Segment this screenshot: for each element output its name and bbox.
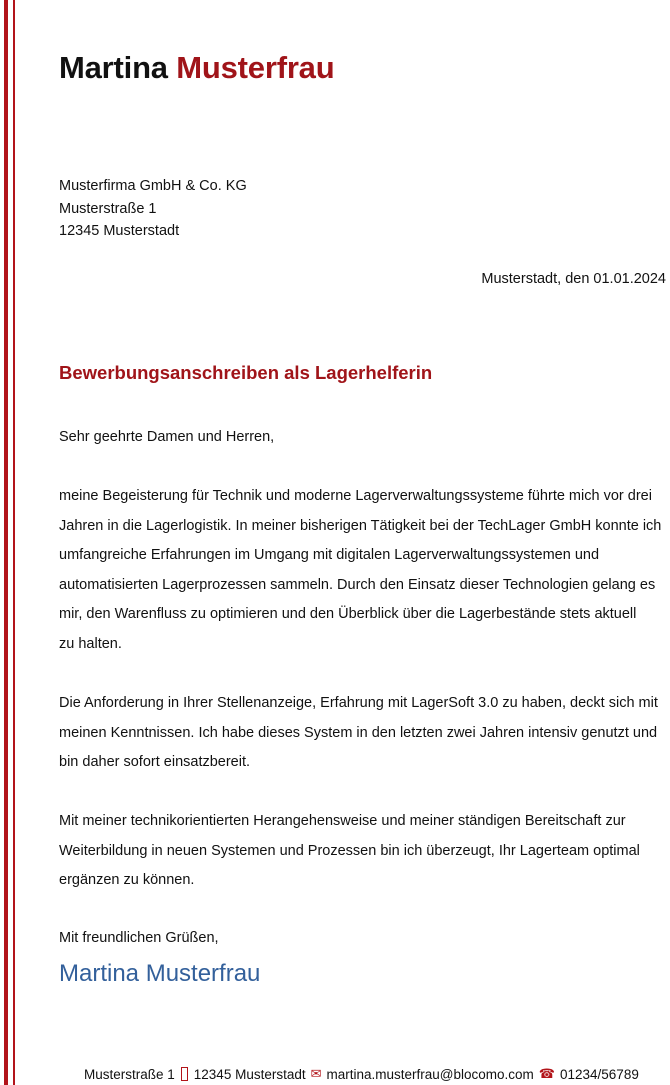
closing-phrase: Mit freundlichen Grüßen, [59, 930, 219, 946]
applicant-name-header [59, 50, 334, 86]
footer-contact [84, 1066, 639, 1082]
paragraph-line: meine Begeisterung für Technik und moderne Lagerverwaltungssysteme führte mich vor drei [59, 488, 652, 504]
phone-icon: ☎ [538, 1066, 555, 1081]
body-paragraph-1 [59, 482, 669, 660]
footer-email[interactable]: martina.musterfrau@blocomo.com [326, 1066, 534, 1082]
paragraph-line: zu halten. [59, 635, 122, 652]
paragraph-line: automatisierten Lagerprozessen sammeln. Durch den Einsatz dieser Technologien gelang es [59, 576, 656, 593]
accent-bar-thin [13, 0, 15, 1085]
applicant-last-name: Musterfrau [176, 50, 335, 85]
accent-bar-thick [4, 0, 8, 1085]
footer-street: Musterstraße 1 [84, 1066, 175, 1082]
paragraph-line: bin daher sofort einsatzbereit. [59, 754, 251, 771]
body-paragraph-3 [59, 807, 669, 896]
body-paragraph-2 [59, 689, 669, 778]
footer-city: 12345 Musterstadt [193, 1066, 306, 1082]
letter-subject: Bewerbungsanschreiben als Lagerhelferin [59, 362, 433, 383]
paragraph-line: mir, den Warenfluss zu optimieren und den Überblick über die Lagerbestände stets aktuell [59, 606, 637, 623]
paragraph-line: umfangreiche Erfahrungen im Umgang mit digitalen Lagerverwaltungssystemen und [59, 547, 600, 564]
signature: Martina Musterfrau [59, 960, 261, 987]
paragraph-line: Weiterbildung in neuen Systemen und Prozessen bin ich überzeugt, Ihr Lagerteam optimal [59, 842, 640, 859]
applicant-first-name: Martina [59, 50, 168, 85]
paragraph-line: Jahren in die Lagerlogistik. In meiner bisherigen Tätigkeit bei der TechLager GmbH konnte ich [59, 517, 662, 534]
recipient-city: 12345 Musterstadt [59, 223, 180, 239]
paragraph-line: meinen Kenntnissen. Ich habe dieses System in den letzten zwei Jahren intensiv genutzt und [59, 724, 658, 741]
recipient-company: Musterfirma GmbH & Co. KG [59, 178, 247, 194]
date-line: Musterstadt, den 01.01.2024 [481, 271, 666, 287]
mail-icon: ✉ [310, 1066, 322, 1081]
footer-phone[interactable]: 01234/56789 [560, 1066, 639, 1082]
paragraph-line: ergänzen zu können. [59, 872, 195, 889]
salutation: Sehr geehrte Damen und Herren, [59, 429, 275, 445]
location-icon [181, 1067, 188, 1081]
recipient-address [59, 175, 247, 243]
recipient-street: Musterstraße 1 [59, 200, 157, 217]
paragraph-line: Mit meiner technikorientierten Herangehensweise und meiner ständigen Bereitschaft zur [59, 813, 626, 829]
paragraph-line: Die Anforderung in Ihrer Stellenanzeige, Erfahrung mit LagerSoft 3.0 zu haben, deckt sich mit [59, 695, 658, 711]
